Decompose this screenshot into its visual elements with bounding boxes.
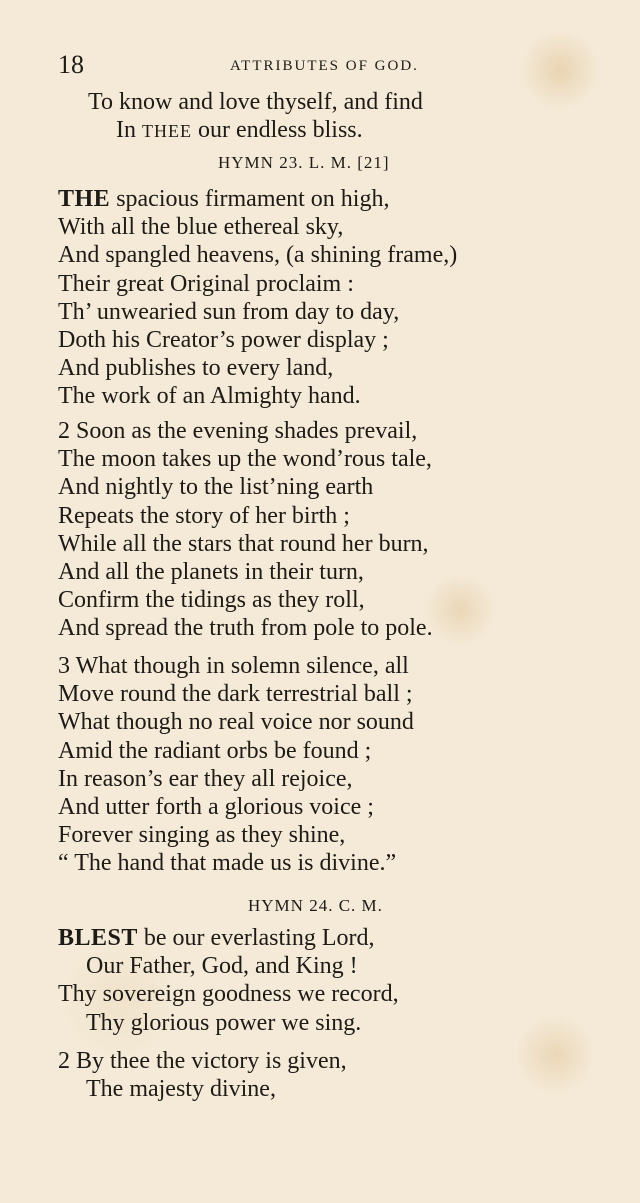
- verse-line: Th’ unwearied sun from day to day,: [58, 298, 400, 325]
- verse-line: In THEE our endless bliss.: [116, 117, 363, 144]
- verse-line: 2 Soon as the evening shades prevail,: [58, 418, 418, 444]
- verse-line: THE spacious firmament on high,: [58, 186, 390, 212]
- verse-line: The majesty divine,: [86, 1076, 276, 1103]
- hymn-23-stanza-1: [58, 185, 457, 411]
- lead-word: THE: [58, 186, 111, 212]
- verse-line: The work of an Almighty hand.: [58, 383, 361, 410]
- verse-line: And spangled heavens, (a shining frame,): [58, 242, 458, 269]
- small-caps-word: THEE: [142, 121, 192, 142]
- verse-line: While all the stars that round her burn,: [58, 530, 429, 557]
- verse-line: And nightly to the list’ning earth: [58, 474, 374, 501]
- verse-line: Thy glorious power we sing.: [86, 1009, 362, 1036]
- carryover-stanza: [88, 88, 423, 145]
- verse-line: Forever singing as they shine,: [58, 822, 346, 849]
- page-number: 18: [58, 50, 84, 79]
- verse-line: To know and love thyself, and find: [88, 89, 423, 115]
- verse-line: With all the blue ethereal sky,: [58, 214, 344, 241]
- page-header: [58, 50, 458, 82]
- hymn-23-title: HYMN 23. L. M. [21]: [218, 153, 390, 172]
- lead-word: BLEST: [58, 925, 138, 951]
- verse-line: Move round the dark terrestrial ball ;: [58, 681, 413, 708]
- verse-line: The moon takes up the wond’rous tale,: [58, 446, 432, 473]
- verse-line: 2 By thee the victory is given,: [58, 1048, 347, 1074]
- verse-line: BLEST be our everlasting Lord,: [58, 925, 375, 951]
- hymn-23-stanza-2: [58, 417, 433, 643]
- verse-line: And publishes to every land,: [58, 355, 334, 382]
- verse-line: Doth his Creator’s power display ;: [58, 327, 389, 354]
- hymn-24-stanza-2: [58, 1047, 347, 1103]
- hymn-24-title: HYMN 24. C. M.: [248, 896, 383, 915]
- verse-line: In reason’s ear they all rejoice,: [58, 765, 353, 792]
- verse-line: Thy sovereign goodness we record,: [58, 981, 399, 1008]
- verse-line: Repeats the story of her birth ;: [58, 502, 350, 529]
- running-head: ATTRIBUTES OF GOD.: [230, 58, 419, 74]
- verse-line: Our Father, God, and King !: [86, 953, 358, 980]
- verse-line: Confirm the tidings as they roll,: [58, 587, 365, 614]
- verse-line: Their great Original proclaim :: [58, 270, 354, 297]
- verse-line: And spread the truth from pole to pole.: [58, 615, 433, 642]
- verse-line: What though no real voice nor sound: [58, 709, 414, 736]
- hymn-24-stanza-1: [58, 924, 399, 1037]
- verse-line: 3 What though in solemn silence, all: [58, 653, 409, 679]
- verse-line: And all the planets in their turn,: [58, 559, 364, 586]
- verse-line: And utter forth a glorious voice ;: [58, 794, 374, 821]
- verse-line: Amid the radiant orbs be found ;: [58, 737, 372, 764]
- hymn-23-stanza-3: [58, 652, 414, 878]
- verse-line: “ The hand that made us is divine.”: [58, 850, 397, 877]
